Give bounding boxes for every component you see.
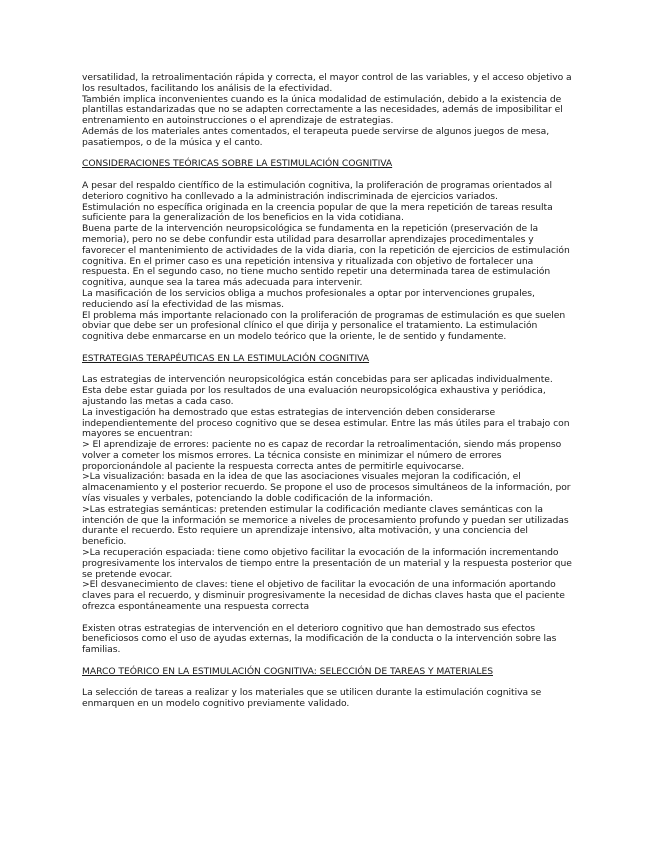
paragraph: A pesar del respaldo científico de la estimulación cognitiva, la proliferación de programas orientados al deterioro cognitivo ha conllevado a la administración indiscriminada de ejercicios variados. <box>82 179 552 202</box>
paragraph: También implica inconvenientes cuando es la única modalidad de estimulación, debido a la existencia de plantillas estandarizadas que no se adapten correctamente a las necesidades, además de imposibilitar el entrenamiento en autoinstrucciones o el aprendizaje de estrategias. <box>82 93 563 127</box>
paragraph: La selección de tareas a realizar y los materiales que se utilicen durante la estimulación cognitiva se enmarquen en un modelo cognitivo previamente validado. <box>82 687 542 710</box>
list-item: > El aprendizaje de errores: paciente no es capaz de recordar la retroalimentación, siendo más propenso volver a cometer los mismos errores. La técnica consiste en minimizar el número de errores proporcionándole al paciente la respuesta correcta antes de permitirle equivocarse. <box>82 439 562 472</box>
paragraph: La masificación de los servicios obliga a muchos profesionales a optar por intervenciones grupales, reduciendo así la efectividad de las mismas. <box>82 287 535 310</box>
marco-teorico-section <box>82 688 574 710</box>
paragraph: Además de los materiales antes comentados, el terapeuta puede servirse de algunos juegos de mesa, pasatiempos, o de la música y el canto. <box>82 125 550 148</box>
paragraph: Estimulación no específica originada en la creencia popular de que la mera repetición de tareas resulta suficiente para la generalización de los beneficios en la vida cotidiana. <box>82 201 553 224</box>
estrategias-section <box>82 375 574 613</box>
list-item: >La visualización: basada en la idea de que las asociaciones visuales mejoran la codificación, el almacenamiento y el posterior recuerdo. Se propone el uso de procesos simultáneos de la información, por vías visuales y verbales, potenciando la doble codificación de la información. <box>82 471 571 505</box>
intro-section <box>82 73 574 149</box>
paragraph: Buena parte de la intervención neuropsicológica se fundamenta en la repetición (preservación de la memoria), pero no se debe confundir esta utilidad para desarrollar aprendizajes procedimentales y favorecer el mantenimiento de actividades de la vida diaria, con la repetición de ejercicios de estimulación cognitiva. En el primer caso es una repetición intensiva y ritualizada con objetivo de fortalecer una respuesta. En el segundo caso, no tiene mucho sentido repetir una determinada tarea de estimulación cognitiva, aunque sea la tarea más adecuada para intervenir. <box>82 223 570 289</box>
paragraph: versatilidad, la retroalimentación rápida y correcta, el mayor control de las variables, y el acceso objetivo a los resultados, facilitando los análisis de la efectividad. <box>82 72 572 94</box>
paragraph: El problema más importante relacionado con la proliferación de programas de estimulación es que suelen obviar que debe ser un profesional clínico el que dirija y personalice el tratamiento. La estimulación cognitiva debe enmarcarse en un modelo teórico que la oriente, le de sentido y fundamente. <box>82 309 566 343</box>
section-heading-marco-teorico: MARCO TEÓRICO EN LA ESTIMULACIÓN COGNITIVA: SELECCIÓN DE TAREAS Y MATERIALES <box>82 665 493 677</box>
section-heading-estrategias: ESTRATEGIAS TERAPÉUTICAS EN LA ESTIMULACIÓN COGNITIVA <box>82 352 370 364</box>
list-item: >Las estrategias semánticas: pretenden estimular la codificación mediante claves semánticas con la intención de que la información se memorice a niveles de procesamiento profundo y puedan ser utilizadas durante el recuerdo. Esto requiere un aprendizaje intensivo, alta motivación, y una conciencia del beneficio. <box>82 503 569 548</box>
paragraph: Las estrategias de intervención neuropsicológica están concebidas para ser aplicadas individualmente. Esta debe estar guiada por los resultados de una evaluación neuropsicológica exhaustiva y periódica, ajustando las metas a cada caso. <box>82 374 553 407</box>
list-item: >La recuperación espaciada: tiene como objetivo facilitar la evocación de la información incrementando progresivamente los intervalos de tiempo entre la presentación de un material y la respuesta posterior que se pretende evocar. <box>82 547 572 580</box>
list-item: >El desvanecimiento de claves: tiene el objetivo de facilitar la evocación de una información aportando claves para el recuerdo, y disminuir progresivamente la necesidad de dichas claves hasta que el paciente ofrezca espontáneamente una respuesta correcta <box>82 579 565 613</box>
consideraciones-section <box>82 181 574 343</box>
document-page <box>82 73 574 710</box>
section-heading-consideraciones: CONSIDERACIONES TEÓRICAS SOBRE LA ESTIMULACIÓN COGNITIVA <box>82 158 393 170</box>
paragraph: La investigación ha demostrado que estas estrategias de intervención deben considerarse independientemente del proceso cognitivo que se desea estimular. Entre las más útiles para el trabajo con mayores se encuentran: <box>82 406 570 440</box>
paragraph: Existen otras estrategias de intervención en el deterioro cognitivo que han demostrado sus efectos beneficiosos como el uso de ayudas externas, la modificación de la conducta o la intervención sobre las familias. <box>82 622 557 656</box>
otras-estrategias-section <box>82 624 574 656</box>
